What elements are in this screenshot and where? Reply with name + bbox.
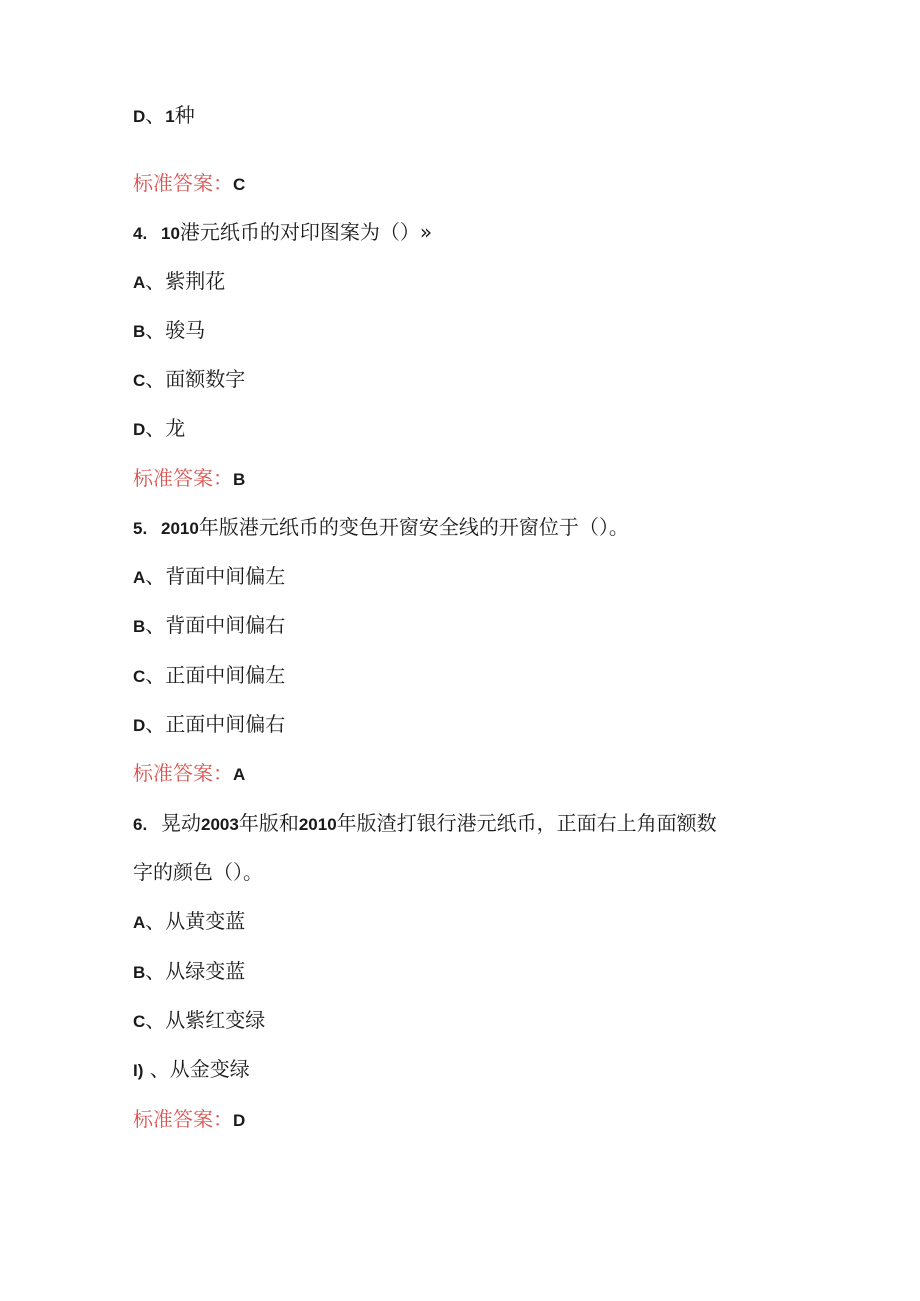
option-text: 从黄变蓝 bbox=[165, 909, 246, 933]
question-number-text: 10 bbox=[161, 224, 180, 243]
option-c-q4 bbox=[133, 365, 245, 395]
option-text: 种 bbox=[174, 103, 195, 127]
option-letter: A bbox=[133, 568, 146, 587]
option-separator: 、 bbox=[145, 269, 166, 293]
option-text: 正面中间偏右 bbox=[165, 712, 286, 736]
option-separator: 、 bbox=[145, 712, 166, 736]
option-separator: 、 bbox=[145, 663, 166, 687]
option-separator: 、 bbox=[145, 367, 166, 391]
question-text-part3: 年版渣打银行港元纸币，正面右上角面额数 bbox=[336, 811, 717, 835]
option-text: 从紫红变绿 bbox=[165, 1008, 266, 1032]
option-separator: 、 bbox=[145, 613, 166, 637]
option-letter: A bbox=[133, 913, 146, 932]
question-number: 6. bbox=[133, 815, 148, 834]
question-6-continuation bbox=[133, 858, 263, 886]
question-text-part2: 年版和 bbox=[238, 811, 299, 835]
option-separator: 、 bbox=[145, 564, 166, 588]
option-b-q4 bbox=[133, 316, 205, 346]
option-c-q6 bbox=[133, 1006, 265, 1036]
option-text: 正面中间偏左 bbox=[165, 663, 286, 687]
answer-q4 bbox=[133, 464, 245, 494]
option-letter: C bbox=[133, 667, 146, 686]
option-text: 骏马 bbox=[165, 318, 206, 342]
option-letter: I) bbox=[133, 1061, 144, 1080]
option-text: 背面中间偏右 bbox=[165, 613, 286, 637]
question-number: 5. bbox=[133, 519, 148, 538]
option-letter: D bbox=[133, 420, 146, 439]
option-b-q5 bbox=[133, 611, 285, 641]
question-text: 港元纸币的对印图案为（）» bbox=[179, 220, 433, 244]
question-year-2: 2010 bbox=[298, 815, 337, 834]
option-separator: 、 bbox=[145, 103, 166, 127]
answer-q6 bbox=[133, 1105, 245, 1135]
option-letter: B bbox=[133, 322, 146, 341]
option-separator: 、 bbox=[145, 416, 166, 440]
option-text: 龙 bbox=[165, 416, 186, 440]
option-separator: 、 bbox=[145, 959, 166, 983]
option-d-q4 bbox=[133, 414, 185, 444]
option-letter: B bbox=[133, 963, 146, 982]
option-text: 从金变绿 bbox=[169, 1057, 250, 1081]
option-d-q5 bbox=[133, 710, 285, 740]
answer-q3 bbox=[133, 169, 245, 199]
answer-label: 标准答案： bbox=[133, 1107, 233, 1131]
question-text-part1: 晃动 bbox=[161, 811, 201, 835]
option-number: 1 bbox=[165, 107, 175, 126]
option-text: 面额数字 bbox=[165, 367, 246, 391]
option-d-q6 bbox=[133, 1055, 250, 1085]
answer-value: D bbox=[233, 1111, 246, 1130]
option-separator: 、 bbox=[145, 318, 166, 342]
question-6 bbox=[133, 809, 717, 839]
answer-q5 bbox=[133, 759, 245, 789]
question-4 bbox=[133, 218, 432, 248]
option-letter: A bbox=[133, 273, 146, 292]
answer-label: 标准答案： bbox=[133, 761, 233, 785]
option-letter: B bbox=[133, 617, 146, 636]
option-letter: C bbox=[133, 371, 146, 390]
option-letter: C bbox=[133, 1012, 146, 1031]
option-text: 从绿变蓝 bbox=[165, 959, 246, 983]
option-c-q5 bbox=[133, 661, 285, 691]
option-letter: D bbox=[133, 107, 146, 126]
answer-value: C bbox=[233, 175, 246, 194]
option-b-q6 bbox=[133, 957, 245, 987]
option-separator: 、 bbox=[145, 1008, 166, 1032]
question-number: 4. bbox=[133, 224, 148, 243]
question-year: 2010 bbox=[161, 519, 199, 538]
question-5 bbox=[133, 513, 629, 543]
option-a-q4 bbox=[133, 267, 225, 297]
option-text: 背面中间偏左 bbox=[165, 564, 286, 588]
answer-label: 标准答案： bbox=[133, 171, 233, 195]
question-text: 年版港元纸币的变色开窗安全线的开窗位于（）。 bbox=[198, 515, 629, 539]
option-d-q3 bbox=[133, 101, 195, 131]
answer-label: 标准答案： bbox=[133, 466, 233, 490]
answer-value: A bbox=[233, 765, 246, 784]
option-a-q6 bbox=[133, 907, 245, 937]
option-separator: 、 bbox=[143, 1057, 170, 1081]
question-text-continuation: 字的颜色（）。 bbox=[133, 860, 263, 884]
option-a-q5 bbox=[133, 562, 285, 592]
option-separator: 、 bbox=[145, 909, 166, 933]
option-letter: D bbox=[133, 716, 146, 735]
answer-value: B bbox=[233, 470, 246, 489]
option-text: 紫荆花 bbox=[165, 269, 226, 293]
question-year-1: 2003 bbox=[201, 815, 239, 834]
